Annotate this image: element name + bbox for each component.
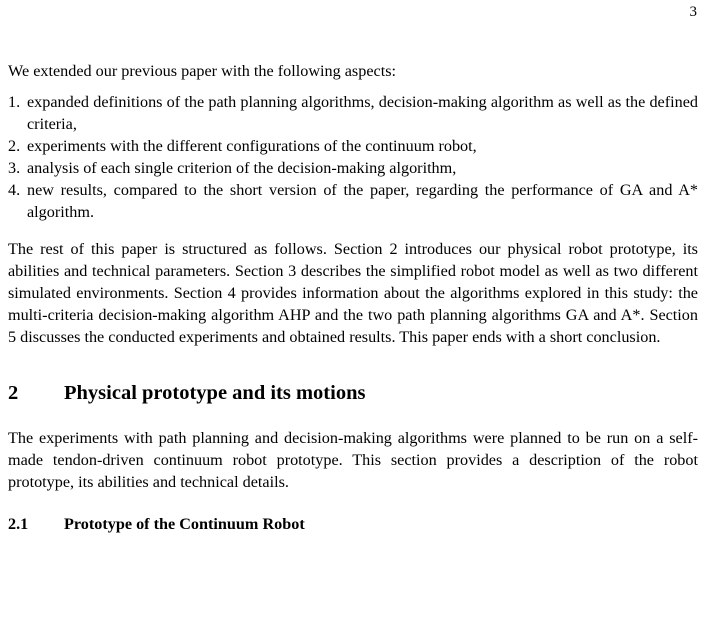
- section-heading: [8, 380, 698, 406]
- list-item-text: analysis of each single criterion of the decision-making algorithm,: [27, 159, 457, 177]
- list-item: [8, 91, 698, 135]
- subsection-heading: [8, 513, 698, 535]
- section-number: 2: [8, 382, 19, 404]
- section-paragraph: The experiments with path planning and decision-making algorithms were planned to be run on a self-made tendon-driven continuum robot prototype. This section provides a description of the robot prototype, its abilities and technical details.: [8, 429, 698, 491]
- page-number: 3: [689, 4, 697, 20]
- list-item: [8, 135, 698, 157]
- subsection-title: Prototype of the Continuum Robot: [64, 515, 305, 533]
- aspects-list: [8, 91, 698, 223]
- list-item: [8, 179, 698, 223]
- section-title: Physical prototype and its motions: [64, 382, 366, 404]
- list-item-number: 3.: [8, 159, 21, 177]
- page-content: [8, 60, 698, 535]
- list-item-text: experiments with the different configurations of the continuum robot,: [27, 137, 477, 155]
- list-item-text: expanded definitions of the path planning algorithms, decision-making algorithm as well as the defined criteria,: [27, 93, 698, 133]
- intro-paragraph: We extended our previous paper with the following aspects:: [8, 62, 396, 80]
- list-item-number: 4.: [8, 181, 21, 199]
- list-item-text: new results, compared to the short version of the paper, regarding the performance of GA and A* algorithm.: [27, 181, 698, 221]
- subsection-number: 2.1: [8, 515, 29, 533]
- list-item-number: 2.: [8, 137, 21, 155]
- structure-paragraph: The rest of this paper is structured as follows. Section 2 introduces our physical robot prototype, its abilities and technical parameters. Section 3 describes the simplified robot model as well as two different simulated environments. Section 4 provides information about the algorithms explored in this study: the multi-criteria decision-making algorithm AHP and the two path planning algorithms GA and A*. Section 5 discusses the conducted experiments and obtained results. This paper ends with a short conclusion.: [8, 240, 698, 346]
- list-item: [8, 157, 698, 179]
- list-item-number: 1.: [8, 93, 21, 111]
